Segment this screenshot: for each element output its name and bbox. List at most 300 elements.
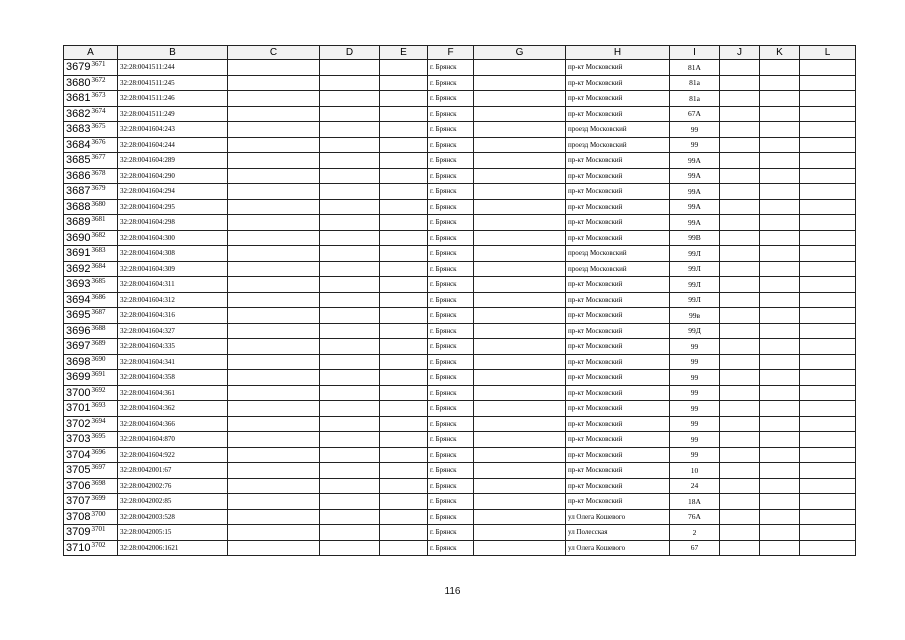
cell-c[interactable] (228, 215, 320, 231)
cell-e[interactable] (380, 416, 428, 432)
cell-j[interactable] (720, 509, 760, 525)
cell-d[interactable] (320, 478, 380, 494)
cell-cadastral-number[interactable]: 32:28:0041604:295 (118, 199, 228, 215)
cell-house[interactable]: 99Л (670, 277, 720, 293)
cell-c[interactable] (228, 246, 320, 262)
cell-e[interactable] (380, 199, 428, 215)
cell-j[interactable] (720, 447, 760, 463)
cell-street[interactable]: ул Олега Кошевого (566, 540, 670, 556)
cell-row-number[interactable] (64, 308, 118, 324)
cell-j[interactable] (720, 292, 760, 308)
cell-city[interactable]: г. Брянск (428, 91, 474, 107)
cell-e[interactable] (380, 447, 428, 463)
cell-l[interactable] (800, 246, 856, 262)
cell-house[interactable]: 18А (670, 494, 720, 510)
cell-k[interactable] (760, 339, 800, 355)
cell-g[interactable] (474, 153, 566, 169)
cell-c[interactable] (228, 416, 320, 432)
cell-j[interactable] (720, 385, 760, 401)
cell-street[interactable]: пр-кт Московский (566, 385, 670, 401)
cell-house[interactable]: 99 (670, 339, 720, 355)
cell-cadastral-number[interactable]: 32:28:0041604:335 (118, 339, 228, 355)
cell-street[interactable]: пр-кт Московский (566, 215, 670, 231)
cell-city[interactable]: г. Брянск (428, 230, 474, 246)
cell-cadastral-number[interactable]: 32:28:0041604:362 (118, 401, 228, 417)
cell-g[interactable] (474, 137, 566, 153)
cell-row-number[interactable] (64, 401, 118, 417)
cell-city[interactable]: г. Брянск (428, 401, 474, 417)
cell-d[interactable] (320, 525, 380, 541)
cell-cadastral-number[interactable]: 32:28:0041604:244 (118, 137, 228, 153)
cell-c[interactable] (228, 354, 320, 370)
cell-g[interactable] (474, 540, 566, 556)
cell-city[interactable]: г. Брянск (428, 199, 474, 215)
cell-l[interactable] (800, 60, 856, 76)
cell-k[interactable] (760, 463, 800, 479)
cell-house[interactable]: 99Л (670, 246, 720, 262)
cell-street[interactable]: пр-кт Московский (566, 416, 670, 432)
cell-g[interactable] (474, 339, 566, 355)
cell-k[interactable] (760, 540, 800, 556)
cell-g[interactable] (474, 478, 566, 494)
cell-row-number[interactable] (64, 106, 118, 122)
cell-c[interactable] (228, 292, 320, 308)
cell-l[interactable] (800, 401, 856, 417)
cell-j[interactable] (720, 230, 760, 246)
cell-l[interactable] (800, 525, 856, 541)
cell-l[interactable] (800, 91, 856, 107)
cell-city[interactable]: г. Брянск (428, 478, 474, 494)
cell-l[interactable] (800, 494, 856, 510)
cell-e[interactable] (380, 137, 428, 153)
cell-house[interactable]: 99 (670, 122, 720, 138)
cell-d[interactable] (320, 416, 380, 432)
cell-street[interactable]: проезд Московский (566, 246, 670, 262)
cell-c[interactable] (228, 261, 320, 277)
cell-g[interactable] (474, 215, 566, 231)
cell-d[interactable] (320, 215, 380, 231)
cell-j[interactable] (720, 540, 760, 556)
cell-cadastral-number[interactable]: 32:28:0041604:294 (118, 184, 228, 200)
cell-c[interactable] (228, 509, 320, 525)
cell-row-number[interactable] (64, 370, 118, 386)
cell-j[interactable] (720, 354, 760, 370)
cell-street[interactable]: проезд Московский (566, 122, 670, 138)
cell-house[interactable]: 99 (670, 385, 720, 401)
cell-row-number[interactable] (64, 540, 118, 556)
cell-row-number[interactable] (64, 323, 118, 339)
cell-city[interactable]: г. Брянск (428, 75, 474, 91)
cell-l[interactable] (800, 137, 856, 153)
cell-row-number[interactable] (64, 525, 118, 541)
cell-j[interactable] (720, 525, 760, 541)
cell-k[interactable] (760, 261, 800, 277)
cell-street[interactable]: ул Полесская (566, 525, 670, 541)
cell-row-number[interactable] (64, 447, 118, 463)
cell-d[interactable] (320, 153, 380, 169)
cell-house[interactable]: 99В (670, 230, 720, 246)
cell-g[interactable] (474, 401, 566, 417)
cell-k[interactable] (760, 168, 800, 184)
cell-g[interactable] (474, 494, 566, 510)
cell-d[interactable] (320, 385, 380, 401)
cell-city[interactable]: г. Брянск (428, 463, 474, 479)
cell-k[interactable] (760, 215, 800, 231)
cell-e[interactable] (380, 246, 428, 262)
cell-g[interactable] (474, 432, 566, 448)
cell-house[interactable]: 99 (670, 370, 720, 386)
cell-c[interactable] (228, 385, 320, 401)
cell-d[interactable] (320, 432, 380, 448)
cell-city[interactable]: г. Брянск (428, 323, 474, 339)
cell-cadastral-number[interactable]: 32:28:0042002:76 (118, 478, 228, 494)
cell-e[interactable] (380, 168, 428, 184)
cell-k[interactable] (760, 525, 800, 541)
cell-d[interactable] (320, 354, 380, 370)
cell-house[interactable]: 81а (670, 75, 720, 91)
cell-house[interactable]: 99 (670, 401, 720, 417)
cell-city[interactable]: г. Брянск (428, 308, 474, 324)
cell-d[interactable] (320, 292, 380, 308)
cell-k[interactable] (760, 91, 800, 107)
cell-c[interactable] (228, 60, 320, 76)
cell-cadastral-number[interactable]: 32:28:0041604:290 (118, 168, 228, 184)
cell-street[interactable]: пр-кт Московский (566, 292, 670, 308)
cell-d[interactable] (320, 137, 380, 153)
cell-g[interactable] (474, 60, 566, 76)
cell-e[interactable] (380, 215, 428, 231)
column-header-f[interactable]: F (428, 46, 474, 60)
cell-j[interactable] (720, 246, 760, 262)
cell-cadastral-number[interactable]: 32:28:0041604:289 (118, 153, 228, 169)
cell-c[interactable] (228, 91, 320, 107)
cell-street[interactable]: ул Олега Кошевого (566, 509, 670, 525)
cell-j[interactable] (720, 75, 760, 91)
cell-g[interactable] (474, 525, 566, 541)
cell-d[interactable] (320, 401, 380, 417)
cell-j[interactable] (720, 478, 760, 494)
cell-g[interactable] (474, 230, 566, 246)
cell-k[interactable] (760, 447, 800, 463)
cell-house[interactable]: 99А (670, 199, 720, 215)
cell-d[interactable] (320, 199, 380, 215)
cell-g[interactable] (474, 354, 566, 370)
cell-j[interactable] (720, 215, 760, 231)
cell-house[interactable]: 99 (670, 432, 720, 448)
cell-city[interactable]: г. Брянск (428, 137, 474, 153)
cell-street[interactable]: проезд Московский (566, 261, 670, 277)
cell-g[interactable] (474, 246, 566, 262)
cell-house[interactable]: 99Д (670, 323, 720, 339)
cell-l[interactable] (800, 184, 856, 200)
cell-row-number[interactable] (64, 354, 118, 370)
cell-cadastral-number[interactable]: 32:28:0041604:243 (118, 122, 228, 138)
cell-d[interactable] (320, 106, 380, 122)
cell-row-number[interactable] (64, 246, 118, 262)
cell-k[interactable] (760, 370, 800, 386)
cell-city[interactable]: г. Брянск (428, 385, 474, 401)
cell-j[interactable] (720, 432, 760, 448)
cell-city[interactable]: г. Брянск (428, 292, 474, 308)
cell-city[interactable]: г. Брянск (428, 525, 474, 541)
cell-e[interactable] (380, 153, 428, 169)
cell-g[interactable] (474, 370, 566, 386)
cell-row-number[interactable] (64, 385, 118, 401)
cell-cadastral-number[interactable]: 32:28:0041604:308 (118, 246, 228, 262)
cell-g[interactable] (474, 385, 566, 401)
column-header-g[interactable]: G (474, 46, 566, 60)
cell-cadastral-number[interactable]: 32:28:0041604:358 (118, 370, 228, 386)
cell-g[interactable] (474, 277, 566, 293)
cell-d[interactable] (320, 540, 380, 556)
cell-e[interactable] (380, 75, 428, 91)
cell-row-number[interactable] (64, 463, 118, 479)
cell-street[interactable]: пр-кт Московский (566, 308, 670, 324)
cell-c[interactable] (228, 106, 320, 122)
cell-g[interactable] (474, 261, 566, 277)
cell-d[interactable] (320, 463, 380, 479)
cell-cadastral-number[interactable]: 32:28:0041511:246 (118, 91, 228, 107)
cell-c[interactable] (228, 199, 320, 215)
cell-city[interactable]: г. Брянск (428, 153, 474, 169)
cell-d[interactable] (320, 168, 380, 184)
cell-l[interactable] (800, 354, 856, 370)
cell-house[interactable]: 99Л (670, 292, 720, 308)
cell-c[interactable] (228, 447, 320, 463)
cell-j[interactable] (720, 463, 760, 479)
cell-cadastral-number[interactable]: 32:28:0041604:870 (118, 432, 228, 448)
cell-l[interactable] (800, 122, 856, 138)
cell-cadastral-number[interactable]: 32:28:0042002:85 (118, 494, 228, 510)
cell-city[interactable]: г. Брянск (428, 184, 474, 200)
cell-j[interactable] (720, 91, 760, 107)
cell-e[interactable] (380, 540, 428, 556)
cell-row-number[interactable] (64, 509, 118, 525)
cell-city[interactable]: г. Брянск (428, 215, 474, 231)
cell-house[interactable]: 67А (670, 106, 720, 122)
cell-k[interactable] (760, 432, 800, 448)
cell-e[interactable] (380, 463, 428, 479)
cell-street[interactable]: пр-кт Московский (566, 199, 670, 215)
cell-d[interactable] (320, 277, 380, 293)
cell-cadastral-number[interactable]: 32:28:0041604:316 (118, 308, 228, 324)
cell-house[interactable]: 99А (670, 153, 720, 169)
cell-row-number[interactable] (64, 339, 118, 355)
cell-c[interactable] (228, 168, 320, 184)
cell-row-number[interactable] (64, 277, 118, 293)
cell-city[interactable]: г. Брянск (428, 354, 474, 370)
cell-street[interactable]: пр-кт Московский (566, 153, 670, 169)
cell-k[interactable] (760, 122, 800, 138)
cell-row-number[interactable] (64, 478, 118, 494)
cell-e[interactable] (380, 60, 428, 76)
cell-city[interactable]: г. Брянск (428, 447, 474, 463)
cell-row-number[interactable] (64, 184, 118, 200)
cell-cadastral-number[interactable]: 32:28:0041604:361 (118, 385, 228, 401)
cell-k[interactable] (760, 137, 800, 153)
cell-j[interactable] (720, 370, 760, 386)
cell-city[interactable]: г. Брянск (428, 432, 474, 448)
cell-d[interactable] (320, 261, 380, 277)
cell-k[interactable] (760, 401, 800, 417)
cell-c[interactable] (228, 432, 320, 448)
cell-l[interactable] (800, 277, 856, 293)
column-header-e[interactable]: E (380, 46, 428, 60)
cell-e[interactable] (380, 261, 428, 277)
cell-street[interactable]: проезд Московский (566, 137, 670, 153)
cell-row-number[interactable] (64, 168, 118, 184)
cell-l[interactable] (800, 230, 856, 246)
cell-k[interactable] (760, 106, 800, 122)
cell-g[interactable] (474, 323, 566, 339)
cell-city[interactable]: г. Брянск (428, 122, 474, 138)
cell-g[interactable] (474, 75, 566, 91)
cell-cadastral-number[interactable]: 32:28:0042003:528 (118, 509, 228, 525)
cell-house[interactable]: 99 (670, 416, 720, 432)
cell-j[interactable] (720, 323, 760, 339)
cell-city[interactable]: г. Брянск (428, 540, 474, 556)
cell-g[interactable] (474, 122, 566, 138)
cell-row-number[interactable] (64, 75, 118, 91)
cell-e[interactable] (380, 277, 428, 293)
cell-e[interactable] (380, 478, 428, 494)
cell-house[interactable]: 99 (670, 447, 720, 463)
cell-house[interactable]: 2 (670, 525, 720, 541)
cell-k[interactable] (760, 60, 800, 76)
cell-house[interactable]: 99А (670, 215, 720, 231)
cell-d[interactable] (320, 75, 380, 91)
column-header-h[interactable]: H (566, 46, 670, 60)
cell-house[interactable]: 81а (670, 91, 720, 107)
cell-l[interactable] (800, 370, 856, 386)
cell-g[interactable] (474, 416, 566, 432)
cell-street[interactable]: пр-кт Московский (566, 447, 670, 463)
cell-g[interactable] (474, 168, 566, 184)
cell-l[interactable] (800, 308, 856, 324)
cell-city[interactable]: г. Брянск (428, 106, 474, 122)
cell-e[interactable] (380, 292, 428, 308)
cell-d[interactable] (320, 370, 380, 386)
cell-l[interactable] (800, 416, 856, 432)
cell-street[interactable]: пр-кт Московский (566, 277, 670, 293)
cell-cadastral-number[interactable]: 32:28:0042006:1621 (118, 540, 228, 556)
cell-city[interactable]: г. Брянск (428, 416, 474, 432)
cell-k[interactable] (760, 277, 800, 293)
column-header-b[interactable]: B (118, 46, 228, 60)
cell-k[interactable] (760, 308, 800, 324)
cell-c[interactable] (228, 494, 320, 510)
cell-e[interactable] (380, 509, 428, 525)
cell-g[interactable] (474, 463, 566, 479)
cell-e[interactable] (380, 432, 428, 448)
column-header-a[interactable]: A (64, 46, 118, 60)
cell-e[interactable] (380, 230, 428, 246)
cell-j[interactable] (720, 184, 760, 200)
cell-k[interactable] (760, 494, 800, 510)
cell-row-number[interactable] (64, 432, 118, 448)
cell-row-number[interactable] (64, 215, 118, 231)
cell-d[interactable] (320, 230, 380, 246)
cell-street[interactable]: пр-кт Московский (566, 494, 670, 510)
cell-house[interactable]: 67 (670, 540, 720, 556)
cell-j[interactable] (720, 168, 760, 184)
cell-row-number[interactable] (64, 292, 118, 308)
cell-e[interactable] (380, 494, 428, 510)
cell-l[interactable] (800, 385, 856, 401)
cell-street[interactable]: пр-кт Московский (566, 339, 670, 355)
cell-l[interactable] (800, 478, 856, 494)
cell-l[interactable] (800, 106, 856, 122)
cell-cadastral-number[interactable]: 32:28:0041604:341 (118, 354, 228, 370)
cell-c[interactable] (228, 525, 320, 541)
cell-street[interactable]: пр-кт Московский (566, 323, 670, 339)
cell-g[interactable] (474, 184, 566, 200)
cell-cadastral-number[interactable]: 32:28:0041604:366 (118, 416, 228, 432)
cell-house[interactable]: 99А (670, 184, 720, 200)
cell-j[interactable] (720, 199, 760, 215)
cell-d[interactable] (320, 246, 380, 262)
cell-row-number[interactable] (64, 230, 118, 246)
cell-cadastral-number[interactable]: 32:28:0041604:300 (118, 230, 228, 246)
cell-row-number[interactable] (64, 416, 118, 432)
cell-e[interactable] (380, 122, 428, 138)
cell-j[interactable] (720, 122, 760, 138)
cell-j[interactable] (720, 401, 760, 417)
cell-cadastral-number[interactable]: 32:28:0041604:327 (118, 323, 228, 339)
cell-cadastral-number[interactable]: 32:28:0041511:245 (118, 75, 228, 91)
cell-street[interactable]: пр-кт Московский (566, 230, 670, 246)
cell-row-number[interactable] (64, 261, 118, 277)
cell-g[interactable] (474, 447, 566, 463)
cell-l[interactable] (800, 447, 856, 463)
cell-e[interactable] (380, 91, 428, 107)
cell-g[interactable] (474, 199, 566, 215)
cell-c[interactable] (228, 323, 320, 339)
column-header-k[interactable]: K (760, 46, 800, 60)
cell-d[interactable] (320, 494, 380, 510)
cell-row-number[interactable] (64, 494, 118, 510)
cell-l[interactable] (800, 199, 856, 215)
cell-e[interactable] (380, 184, 428, 200)
column-header-j[interactable]: J (720, 46, 760, 60)
cell-c[interactable] (228, 401, 320, 417)
cell-d[interactable] (320, 91, 380, 107)
cell-g[interactable] (474, 509, 566, 525)
cell-d[interactable] (320, 122, 380, 138)
cell-city[interactable]: г. Брянск (428, 60, 474, 76)
cell-house[interactable]: 99в (670, 308, 720, 324)
cell-j[interactable] (720, 277, 760, 293)
cell-l[interactable] (800, 261, 856, 277)
cell-k[interactable] (760, 416, 800, 432)
column-header-i[interactable]: I (670, 46, 720, 60)
cell-l[interactable] (800, 168, 856, 184)
cell-d[interactable] (320, 447, 380, 463)
cell-d[interactable] (320, 60, 380, 76)
cell-l[interactable] (800, 432, 856, 448)
cell-e[interactable] (380, 370, 428, 386)
cell-g[interactable] (474, 91, 566, 107)
cell-l[interactable] (800, 509, 856, 525)
cell-k[interactable] (760, 75, 800, 91)
cell-row-number[interactable] (64, 153, 118, 169)
cell-street[interactable]: пр-кт Московский (566, 432, 670, 448)
cell-k[interactable] (760, 153, 800, 169)
cell-e[interactable] (380, 339, 428, 355)
cell-row-number[interactable] (64, 91, 118, 107)
cell-j[interactable] (720, 137, 760, 153)
cell-c[interactable] (228, 230, 320, 246)
